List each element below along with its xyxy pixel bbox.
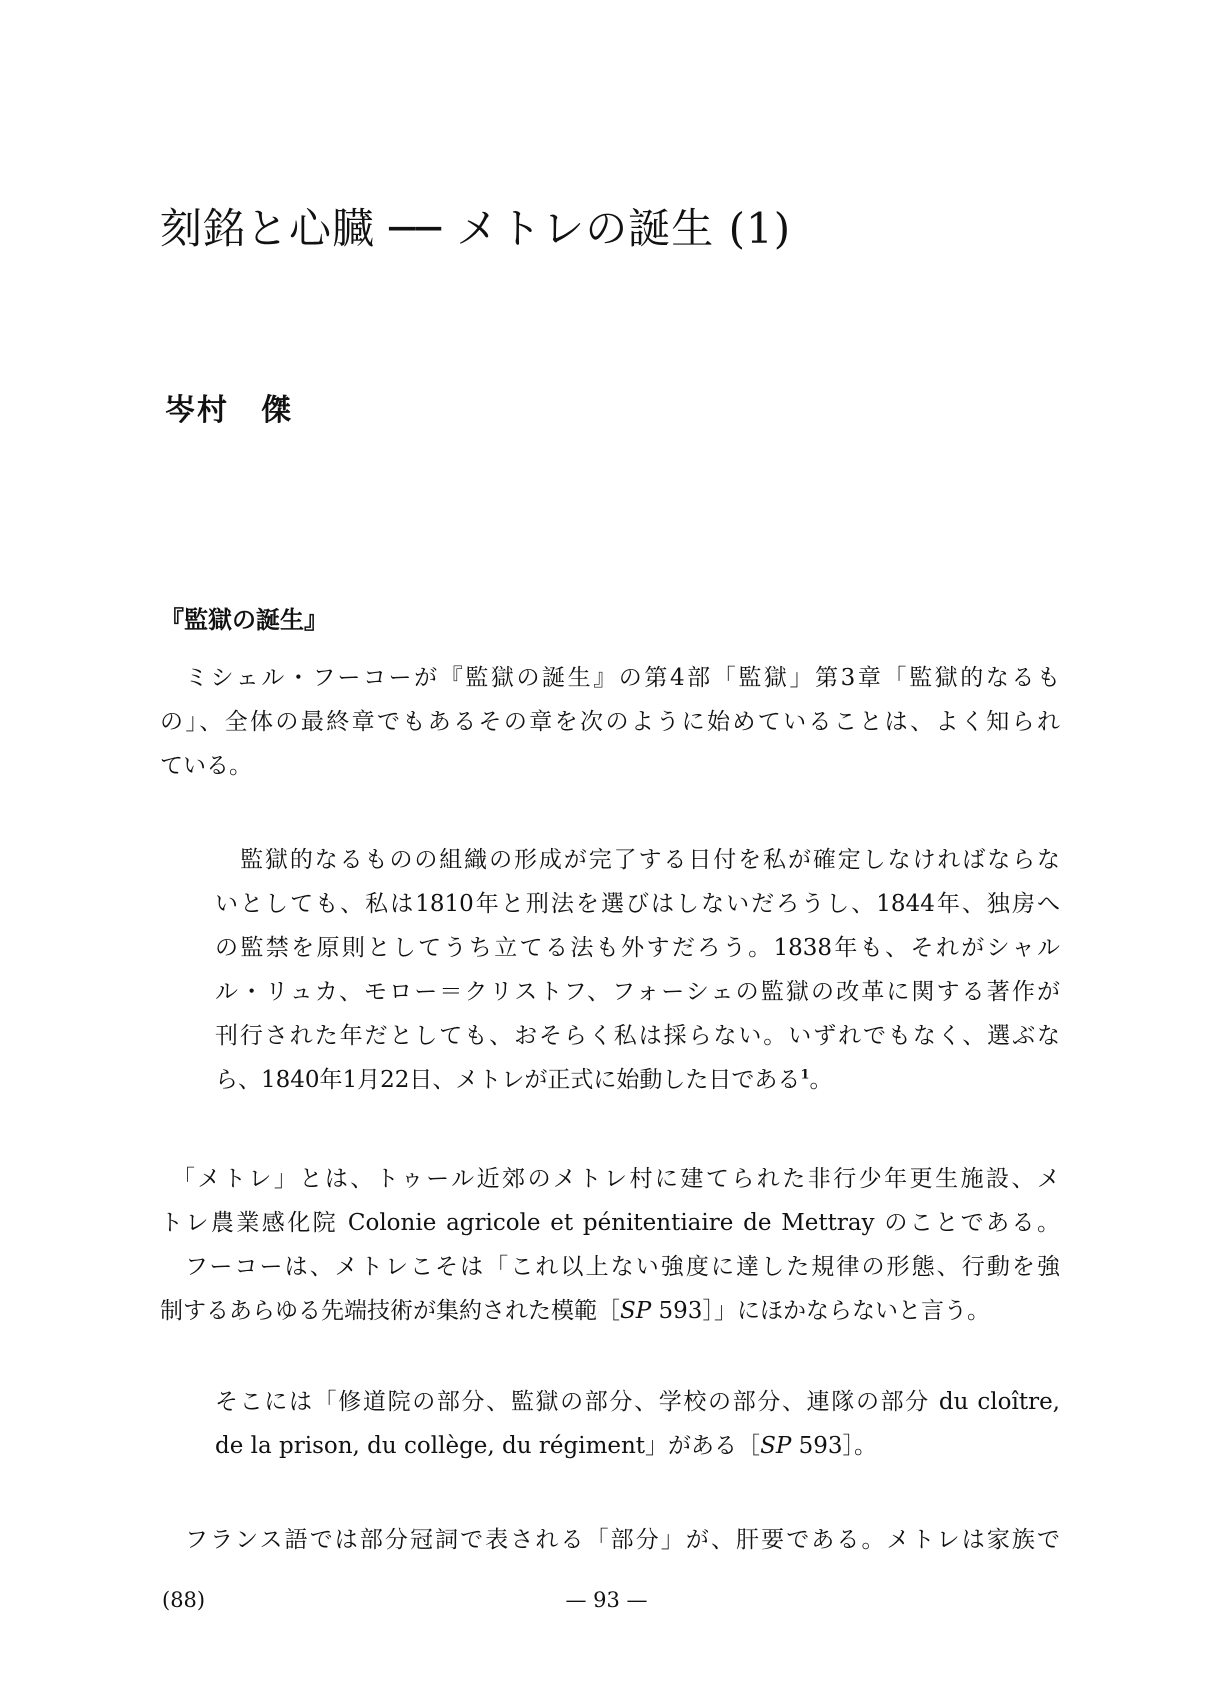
section-heading: 『監獄の誕生』	[160, 605, 328, 634]
page-number-left: (88)	[162, 1588, 206, 1612]
text-line	[215, 1058, 1060, 1102]
text-fragment: de la prison, du collège, du régiment」がある［	[215, 1433, 761, 1459]
text-line: ている。	[160, 753, 252, 779]
text-line: フーコーは、メトレこそは「これ以上ない強度に達した規律の形態、行動を強	[185, 1254, 1060, 1280]
text-line: 「メトレ」とは、トゥール近郊のメトレ村に建てられた非行少年更生施設、メ	[172, 1166, 1060, 1192]
citation-abbrev: SP	[620, 1298, 652, 1324]
text-line: フランス語では部分冠詞で表される「部分」が、肝要である。メトレは家族で	[185, 1527, 1060, 1553]
article-title: 刻銘と心臓 ── メトレの誕生 (1)	[160, 204, 792, 253]
citation-abbrev: SP	[760, 1433, 792, 1459]
text-fragment: 。	[809, 1067, 833, 1093]
author-name: 岑村 傑	[165, 393, 293, 428]
text-line: 監獄的なるものの組織の形成が完了する日付を私が確定しなければならな	[240, 847, 1060, 873]
text-line: いとしても、私は1810年と刑法を選びはしないだろうし、1844年、独房へ	[215, 891, 1060, 917]
footnote-marker[interactable]: 1	[800, 1067, 810, 1083]
text-line	[160, 1289, 1060, 1333]
text-fragment: 593］。	[791, 1433, 878, 1459]
text-fragment: 593］」にほかならないと言う。	[651, 1298, 990, 1324]
intro-paragraph	[160, 656, 1060, 788]
block-quote-foucault	[215, 838, 1060, 1102]
text-line: ミシェル・フーコーが『監獄の誕生』の第4部「監獄」第3章「監獄的なるも	[185, 665, 1060, 691]
text-line: そこには「修道院の部分、監獄の部分、学校の部分、連隊の部分 du cloître,	[215, 1389, 1060, 1415]
mettray-paragraph	[160, 1157, 1060, 1245]
foucault-model-paragraph	[160, 1245, 1060, 1333]
final-paragraph	[160, 1518, 1060, 1562]
text-fragment: ら、1840年1月22日、メトレが正式に始動した日である	[215, 1067, 801, 1093]
text-line: 刊行された年だとしても、おそらく私は採らない。いずれでもなく、選ぶな	[215, 1023, 1060, 1049]
text-line: ル・リュカ、モロー＝クリストフ、フォーシェの監獄の改革に関する著作が	[215, 979, 1060, 1005]
text-line: の監禁を原則としてうち立てる法も外すだろう。1838年も、それがシャル	[215, 935, 1060, 961]
text-fragment: 制するあらゆる先端技術が集約された模範［	[160, 1298, 620, 1324]
text-line: の」、全体の最終章でもあるその章を次のように始めていることは、よく知られ	[160, 709, 1060, 735]
page-number-center: — 93 —	[565, 1588, 648, 1612]
text-line: トレ農業感化院 Colonie agricole et pénitentiaire de Mettray のことである。	[160, 1210, 1060, 1236]
text-line	[215, 1424, 1060, 1468]
block-quote-parts	[215, 1380, 1060, 1468]
